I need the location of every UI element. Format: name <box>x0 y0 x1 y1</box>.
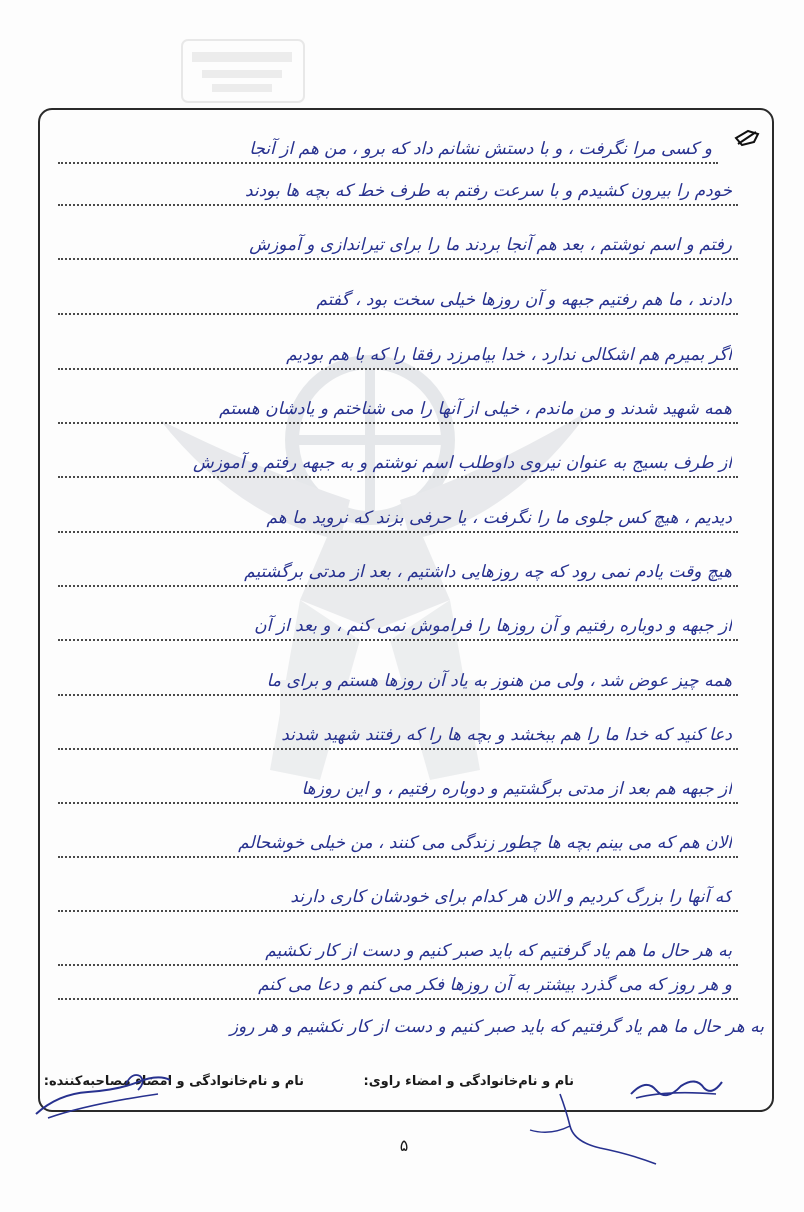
interviewer-signature-icon <box>28 1064 178 1124</box>
handwritten-text: هیچ وقت یادم نمی رود که چه روزهایی داشتیم ، بعد از مدتی برگشتیم <box>244 562 732 582</box>
ruled-line <box>58 531 738 533</box>
handwritten-text: و هر روز که می گذرد بیشتر به آن روزها فکر می کنم و دعا می کنم <box>258 975 732 995</box>
handwritten-line <box>58 818 738 858</box>
page-number: ۵ <box>399 1136 409 1155</box>
handwritten-text: دیدیم ، هیچ کس جلوی ما را نگرفت ، یا حرفی بزند که نروید ما هم <box>266 508 732 528</box>
handwritten-text: خودم را بیرون کشیدم و با سرعت رفتم به طرف خط که بچه ها بودند <box>244 181 732 201</box>
ruled-line <box>58 313 738 315</box>
handwritten-text: همه چیز عوض شد ، ولی من هنوز به یاد آن روزها هستم و برای ما <box>266 671 732 691</box>
handwritten-text: دادند ، ما هم رفتیم جبهه و آن روزها خیلی سخت بود ، گفتم <box>316 290 732 310</box>
handwritten-text: به هر حال ما هم یاد گرفتیم که باید صبر کنیم و دست از کار نکشیم <box>265 941 732 961</box>
ruled-line <box>58 204 738 206</box>
ruled-line <box>58 476 738 478</box>
handwritten-line <box>58 493 738 533</box>
interviewer-signature-label: نام و نام‌خانوادگی و امضاء مصاحبه‌کننده: <box>43 1074 304 1089</box>
handwritten-text: همه شهید شدند و من ماندم ، خیلی از آنها را می شناختم و یادشان هستم <box>219 399 732 419</box>
handwritten-line <box>58 656 738 696</box>
handwritten-text: الان هم که می بینم بچه ها چطور زندگی می کنند ، من خیلی خوشحالم <box>238 833 732 853</box>
handwritten-line <box>58 710 738 750</box>
handwritten-closing-line: به هر حال ما هم یاد گرفتیم که باید صبر کنیم و دست از کار نکشیم و هر روز <box>229 1017 764 1037</box>
handwritten-text: از طرف بسیج به عنوان نیروی داوطلب اسم نوشتم و به جبهه رفتم و آموزش <box>192 453 732 473</box>
narrator-signature-label: نام و نام‌خانوادگی و امضاء راوی: <box>363 1074 574 1089</box>
handwritten-line <box>58 330 738 370</box>
faded-stamp-icon <box>178 36 308 106</box>
handwritten-line <box>58 960 738 1000</box>
signature-stroke-icon <box>470 1090 670 1170</box>
ruled-line <box>58 694 738 696</box>
handwritten-line <box>58 872 738 912</box>
ruled-line <box>58 802 738 804</box>
ruled-line <box>58 748 738 750</box>
ruled-line <box>58 368 738 370</box>
ruled-line <box>58 910 738 912</box>
handwritten-line <box>58 384 738 424</box>
handwritten-text: و کسی مرا نگرفت ، و با دستش نشانم داد که برو ، من هم از آنجا <box>249 139 712 159</box>
ruled-line <box>58 258 738 260</box>
handwritten-text: اگر بمیرم هم اشکالی ندارد ، خدا بیامرزد رفقا را که با هم بودیم <box>286 345 732 365</box>
handwritten-text: که آنها را بزرگ کردیم و الان هر کدام برای خودشان کاری دارند <box>290 887 732 907</box>
handwritten-line <box>58 438 738 478</box>
ruled-line <box>58 162 718 164</box>
handwritten-line <box>58 220 738 260</box>
handwritten-line <box>58 547 738 587</box>
ruled-line <box>58 585 738 587</box>
handwritten-text: از جبهه هم بعد از مدتی برگشتیم و دوباره رفتیم ، و این روزها <box>301 779 732 799</box>
handwritten-text: رفتم و اسم نوشتم ، بعد هم آنجا بردند ما را برای تیراندازی و آموزش <box>249 235 732 255</box>
pen-nib-icon <box>734 128 760 148</box>
ruled-line <box>58 422 738 424</box>
handwritten-line <box>58 601 738 641</box>
handwritten-text: از جبهه و دوباره رفتیم و آن روزها را فراموش نمی کنم ، و بعد از آن <box>254 616 732 636</box>
ruled-line <box>58 639 738 641</box>
handwritten-line <box>58 764 738 804</box>
handwritten-line <box>58 166 738 206</box>
ruled-line <box>58 856 738 858</box>
handwritten-line <box>58 124 718 164</box>
handwritten-text: دعا کنید که خدا ما را هم ببخشد و بچه ها را که رفتند شهید شدند <box>281 725 732 745</box>
handwritten-line <box>58 275 738 315</box>
ruled-line <box>58 998 738 1000</box>
